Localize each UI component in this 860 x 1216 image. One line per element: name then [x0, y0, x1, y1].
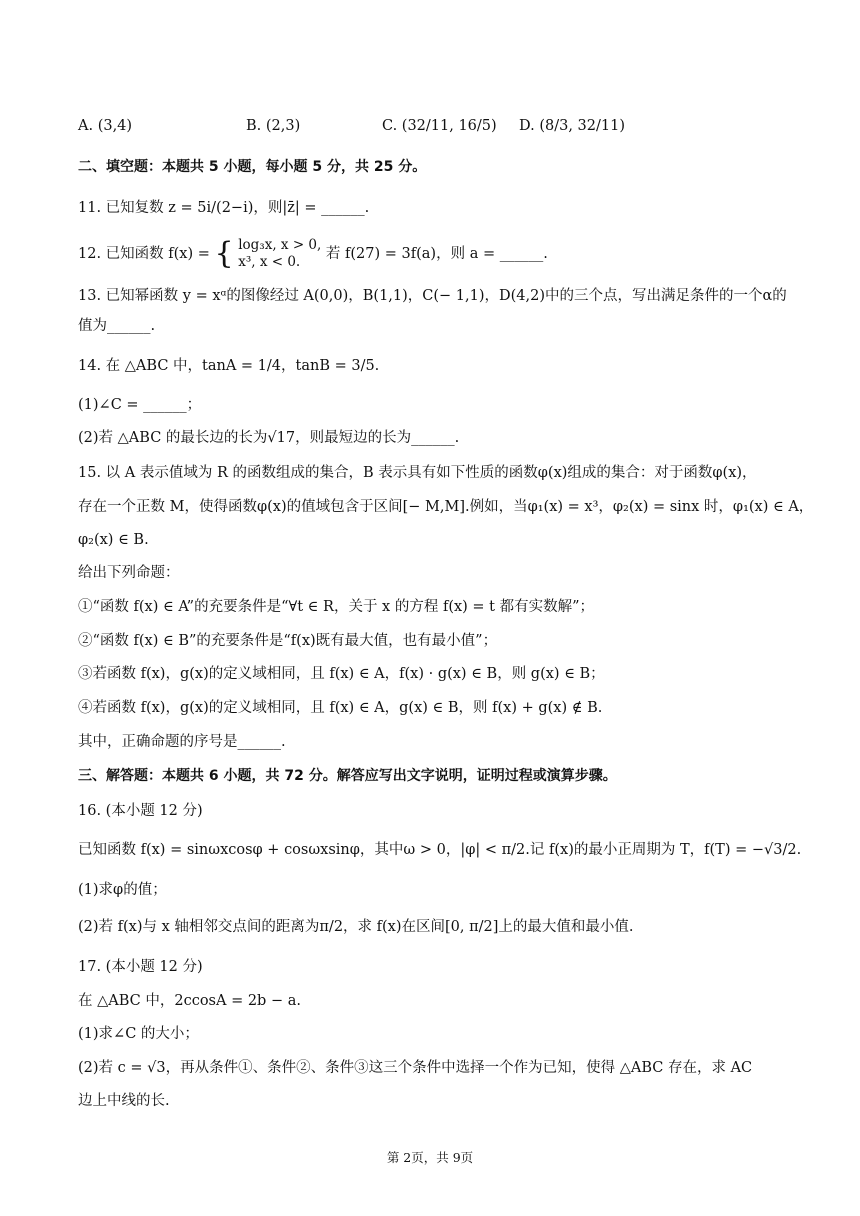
question-15-line-1: 15. 以 A 表示值域为 R 的函数组成的集合，B 表示具有如下性质的函数φ(x)组成的集合：对于函数φ(x)， [78, 465, 757, 481]
q12-brace: { [214, 236, 234, 271]
page-footer: 第 2页，共 9页 [386, 1150, 474, 1165]
option-c: C. (32/11, 16/5) [382, 118, 497, 134]
q12-suffix: 若 f(27) = 3f(a)，则 a = ______. [325, 246, 548, 262]
question-16-stem: 已知函数 f(x) = sinωxcosφ + cosωxsinφ，其中ω > 0，|φ| < π/2.记 f(x)的最小正周期为 T，f(T) = −√3/2. [78, 842, 802, 858]
question-12 [78, 236, 548, 272]
question-14: 14. 在 △ABC 中，tanA = 1/4，tanB = 3/5. [78, 358, 380, 374]
question-15-line-3: φ₂(x) ∈ B. [78, 532, 149, 548]
question-17-part-2-line-2: 边上中线的长. [78, 1093, 170, 1109]
question-15-given: 给出下列命题： [78, 565, 180, 581]
question-17-part-1: (1)求∠C 的大小； [78, 1026, 199, 1042]
question-13-line-2: 值为______. [78, 318, 156, 334]
question-16-heading: 16. (本小题 12 分) [78, 803, 203, 819]
question-16-part-2: (2)若 f(x)与 x 轴相邻交点间的距离为π/2，求 f(x)在区间[0, π/2]上的最大值和最小值. [78, 919, 634, 935]
option-b: B. (2,3) [246, 118, 301, 134]
option-d: D. (8/3, 32/11) [519, 118, 625, 134]
question-15-line-2: 存在一个正数 M，使得函数φ(x)的值域包含于区间[− M,M].例如，当φ₁(x) = x³，φ₂(x) = sinx 时，φ₁(x) ∈ A， [78, 499, 814, 515]
section-3-heading: 三、解答题：本题共 6 小题，共 72 分。解答应写出文字说明，证明过程或演算步骤。 [78, 768, 617, 784]
question-14-part-2: (2)若 △ABC 的最长边的长为√17，则最短边的长为______. [78, 430, 460, 446]
question-15-proposition-1: ①“函数 f(x) ∈ A”的充要条件是“∀t ∈ R，关于 x 的方程 f(x) = t 都有实数解”； [78, 599, 595, 615]
question-15-proposition-4: ④若函数 f(x)，g(x)的定义域相同，且 f(x) ∈ A，g(x) ∈ B，则 f(x) + g(x) ∉ B. [78, 700, 603, 716]
q12-case-2: x³, x < 0. [238, 254, 301, 270]
question-17-stem: 在 △ABC 中，2ccosA = 2b − a. [78, 993, 301, 1009]
q12-case-1: log₃x, x > 0, [238, 237, 322, 253]
question-15-ask: 其中，正确命题的序号是______. [78, 734, 286, 750]
q12-prefix: 12. 已知函数 f(x) = [78, 246, 210, 262]
question-17-part-2-line-1: (2)若 c = √3，再从条件①、条件②、条件③这三个条件中选择一个作为已知，使得 △ABC 存在，求 AC [78, 1060, 753, 1076]
question-14-part-1: (1)∠C = ______； [78, 397, 202, 413]
question-15-proposition-2: ②“函数 f(x) ∈ B”的充要条件是“f(x)既有最大值，也有最小值”； [78, 633, 498, 649]
question-17-heading: 17. (本小题 12 分) [78, 959, 203, 975]
option-a: A. (3,4) [78, 118, 133, 134]
question-15-proposition-3: ③若函数 f(x)，g(x)的定义域相同，且 f(x) ∈ A，f(x) · g(x) ∈ B，则 g(x) ∈ B； [78, 666, 605, 682]
section-2-heading: 二、填空题：本题共 5 小题，每小题 5 分，共 25 分。 [78, 159, 427, 175]
question-11: 11. 已知复数 z = 5i/(2−i)，则|z̄| = ______. [78, 200, 370, 216]
question-16-part-1: (1)求φ的值； [78, 882, 167, 898]
question-13-line-1: 13. 已知幂函数 y = xᵅ的图像经过 A(0,0)，B(1,1)，C(− 1,1)，D(4,2)中的三个点，写出满足条件的一个α的 [78, 288, 787, 304]
q12-cases [238, 237, 321, 271]
